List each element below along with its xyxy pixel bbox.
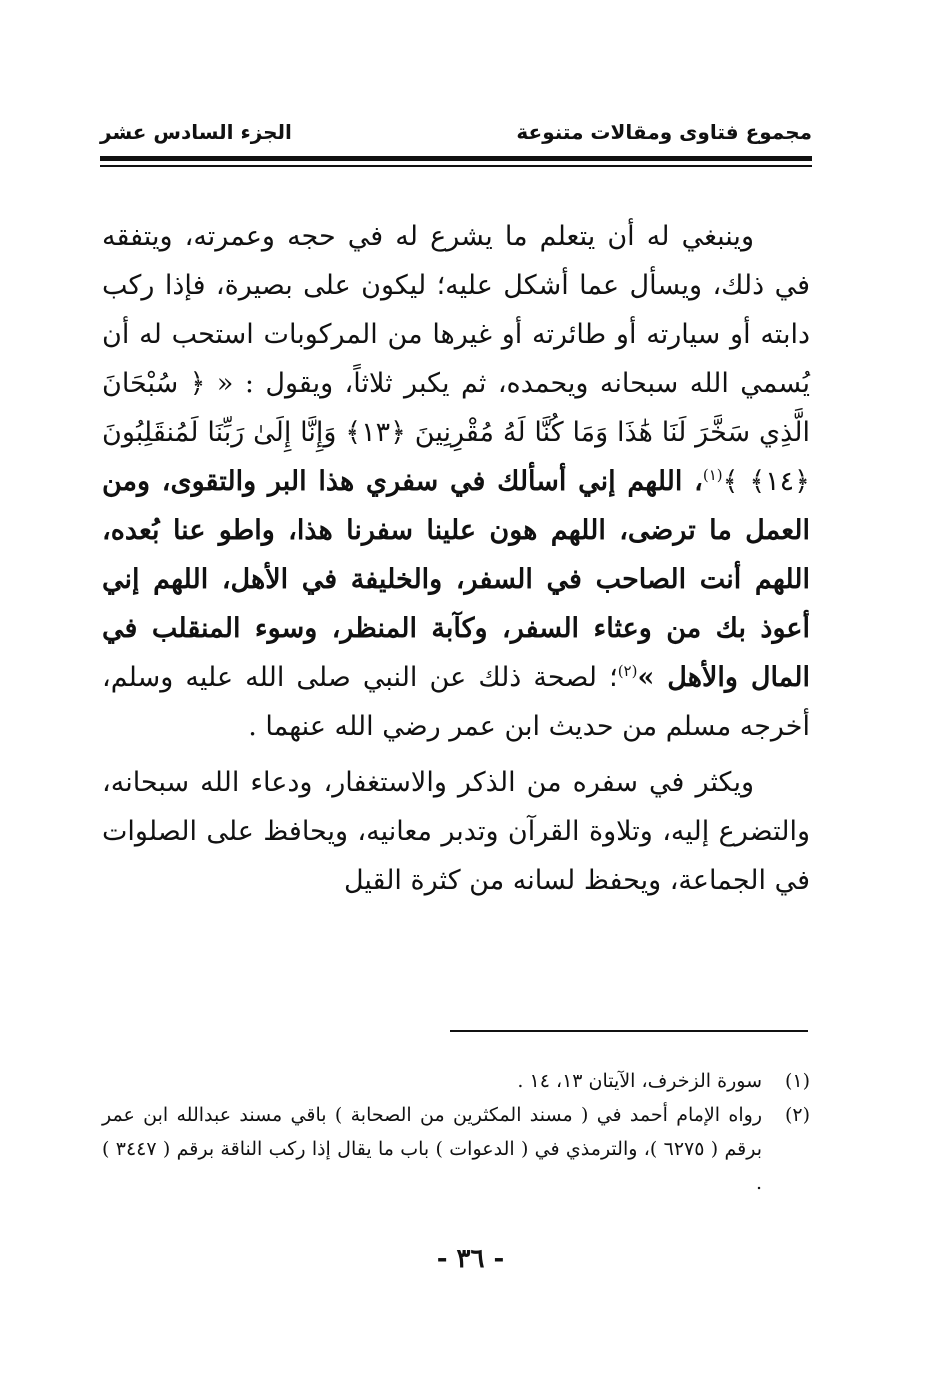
main-text <box>102 212 810 905</box>
book-title: مجموع فتاوى ومقالات متنوعة <box>516 120 812 144</box>
page-number: - ٣٦ - <box>436 1244 505 1274</box>
footnote-number: (١) <box>784 1070 810 1092</box>
travel-supplication: ، اللهم إني أسألك في سفري هذا البر والتقوى، ومن العمل ما ترضى، اللهم هون علينا سفرنا هذا، واطو عنا بُعده، اللهم أنت الصاحب في السفر، والخليفة في الأهل، اللهم إني أعوذ بك من وعثاء السفر، وكآبة المنظر، وسوء المنقلب في المال والأهل » <box>102 466 811 693</box>
footnote-separator <box>450 1030 808 1032</box>
footnote-marker-1: (١) <box>702 466 723 484</box>
paragraph-dhikr: ويكثر في سفره من الذكر والاستغفار، ودعاء الله سبحانه، والتضرع إليه، وتلاوة القرآن وتدبر معانيه، ويحافظ على الصلوات في الجماعة، ويحفظ لسانه من كثرة القيل <box>102 767 810 896</box>
footnote-number: (٢) <box>784 1104 810 1126</box>
footnote-item <box>102 1064 810 1098</box>
footnote-text: سورة الزخرف، الآيتان ١٣، ١٤ . <box>517 1070 762 1092</box>
volume-label: الجزء السادس عشر <box>100 120 292 144</box>
header-rule-thin <box>100 165 812 167</box>
footnote-text: رواه الإمام أحمد في ( مسند المكثرين من الصحابة ) باقي مسند عبدالله ابن عمر برقم ( ٦٢٧٥ )، والترمذي في ( الدعوات ) باب ما يقال إذا ركب الناقة برقم ( ٣٤٤٧ ) . <box>102 1104 762 1194</box>
quran-verse: ﴿ سُبْحَانَ الَّذِي سَخَّرَ لَنَا هَٰذَا وَمَا كُنَّا لَهُ مُقْرِنِينَ ﴿١٣﴾ وَإِنَّا إِلَىٰ رَبِّنَا لَمُنقَلِبُونَ ﴿١٤﴾ ﴾ <box>102 368 810 497</box>
paragraph-travel-etiquette <box>102 212 810 751</box>
paragraph1-outro: ؛ لصحة ذلك عن النبي صلى الله عليه وسلم، أخرجه مسلم من حديث ابن عمر رضي الله عنهما . <box>102 662 810 742</box>
footnotes <box>102 1064 810 1200</box>
footnote-marker-2: (٢) <box>617 662 638 680</box>
footnote-item <box>102 1098 810 1200</box>
header-rule-thick <box>100 156 812 161</box>
running-header <box>100 112 812 152</box>
paragraph1-intro: وينبغي له أن يتعلم ما يشرع له في حجه وعمرته، ويتفقه في ذلك، ويسأل عما أشكل عليه؛ ليكون على بصيرة، فإذا ركب دابته أو سيارته أو طائرته أو غيرها من المركوبات استحب له أن يُسمي الله سبحانه ويحمده، ثم يكبر ثلاثاً، ويقول : « <box>102 221 810 399</box>
